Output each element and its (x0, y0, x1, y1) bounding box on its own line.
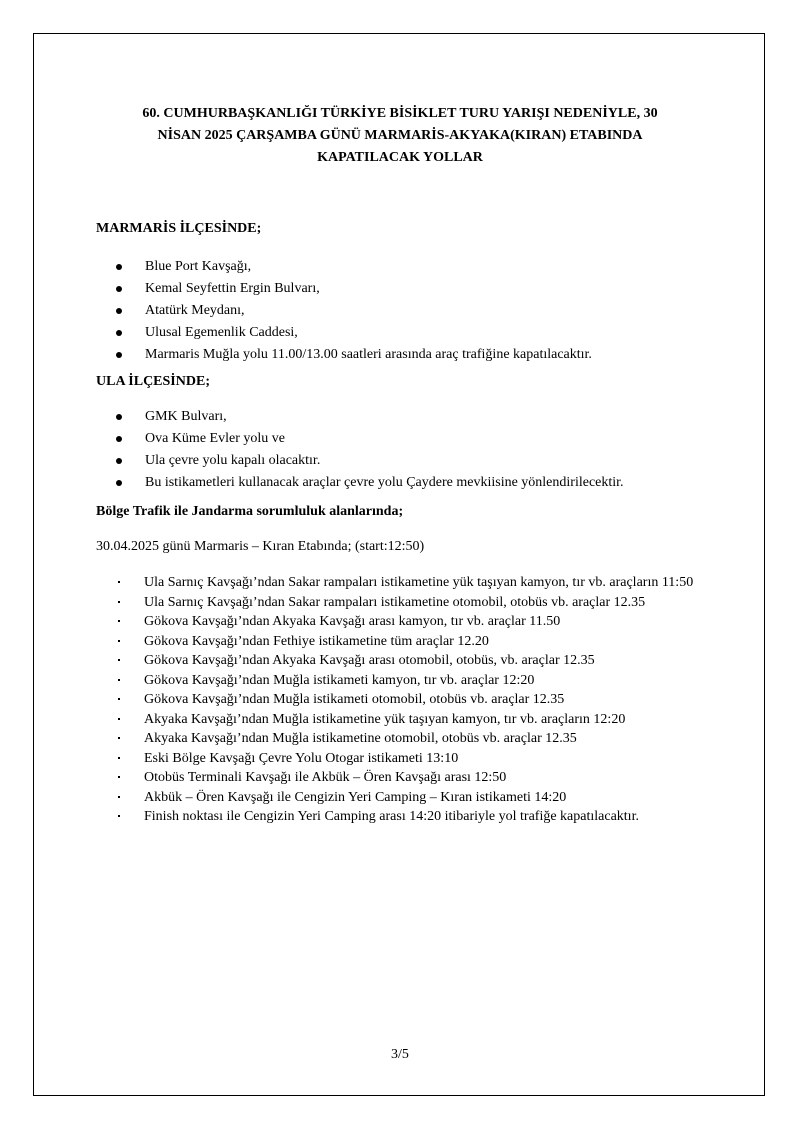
middle-dot-icon (118, 718, 120, 720)
list-item-text: Atatürk Meydanı, (145, 303, 245, 318)
bullet-icon (116, 264, 122, 270)
list-item (96, 807, 704, 827)
bullet-icon (116, 352, 122, 358)
middle-dot-icon (118, 815, 120, 817)
middle-dot-icon (118, 698, 120, 700)
closure-times-list (96, 573, 704, 827)
list-item-text: Ova Küme Evler yolu ve (145, 431, 285, 446)
list-item-text: GMK Bulvarı, (145, 409, 227, 424)
title-line-2: NİSAN 2025 ÇARŞAMBA GÜNÜ MARMARİS-AKYAKA(KIRAN) ETABINDA (157, 128, 643, 143)
middle-dot-icon (118, 796, 120, 798)
list-item-text: Eski Bölge Kavşağı Çevre Yolu Otogar istikameti 13:10 (144, 750, 459, 766)
list-item (96, 428, 624, 450)
list-item (96, 256, 592, 278)
list-item (96, 690, 704, 710)
marmaris-road-list (96, 256, 592, 366)
list-item (96, 300, 592, 322)
list-item-text: Akyaka Kavşağı’ndan Muğla istikametine yük taşıyan kamyon, tır vb. araçların 12:20 (144, 711, 626, 727)
list-item (96, 322, 592, 344)
middle-dot-icon (118, 620, 120, 622)
marmaris-heading: MARMARİS İLÇESİNDE; (96, 221, 262, 236)
middle-dot-icon (118, 640, 120, 642)
bullet-icon (116, 330, 122, 336)
list-item-text: Gökova Kavşağı’ndan Fethiye istikametine tüm araçlar 12.20 (144, 633, 489, 649)
list-item-text: Gökova Kavşağı’ndan Akyaka Kavşağı arası kamyon, tır vb. araçlar 11.50 (144, 614, 561, 629)
list-item-text: Akbük – Ören Kavşağı ile Cengizin Yeri Camping – Kıran istikameti 14:20 (144, 789, 567, 805)
bullet-icon (116, 308, 122, 314)
middle-dot-icon (118, 679, 120, 681)
list-item-text: Gökova Kavşağı’ndan Muğla istikameti kamyon, tır vb. araçlar 12:20 (144, 672, 535, 688)
list-item (96, 749, 704, 769)
list-item (96, 768, 704, 788)
list-item (96, 710, 704, 730)
list-item-text: Akyaka Kavşağı’ndan Muğla istikametine otomobil, otobüs vb. araçlar 12.35 (144, 731, 577, 746)
middle-dot-icon (118, 581, 120, 583)
bullet-icon (116, 458, 122, 464)
stage-date-line: 30.04.2025 günü Marmaris – Kıran Etabında; (start:12:50) (96, 539, 425, 554)
list-item-text: Ula Sarnıç Kavşağı’ndan Sakar rampaları istikametine yük taşıyan kamyon, tır vb. araçların 11:50 (144, 575, 694, 590)
list-item-text: Otobüs Terminali Kavşağı ile Akbük – Ören Kavşağı arası 12:50 (144, 770, 507, 785)
list-item (96, 573, 704, 593)
list-item (96, 651, 704, 671)
list-item-text: Ula çevre yolu kapalı olacaktır. (145, 453, 321, 468)
ula-road-list (96, 406, 624, 494)
list-item (96, 278, 592, 300)
list-item (96, 450, 624, 472)
list-item-text: Ula Sarnıç Kavşağı’ndan Sakar rampaları istikametine otomobil, otobüs vb. araçlar 12.35 (144, 594, 646, 610)
list-item-text: Kemal Seyfettin Ergin Bulvarı, (145, 281, 320, 296)
middle-dot-icon (118, 659, 120, 661)
list-item (96, 671, 704, 691)
page-border (33, 33, 765, 1096)
list-item-text: Blue Port Kavşağı, (145, 259, 252, 274)
middle-dot-icon (118, 776, 120, 778)
list-item-text: Gökova Kavşağı’ndan Muğla istikameti otomobil, otobüs vb. araçlar 12.35 (144, 692, 565, 707)
bullet-icon (116, 480, 122, 486)
list-item-text: Finish noktası ile Cengizin Yeri Camping arası 14:20 itibariyle yol trafiğe kapatılacaktır. (144, 809, 639, 824)
bullet-icon (116, 436, 122, 442)
list-item-text: Bu istikametleri kullanacak araçlar çevre yolu Çaydere mevkiisine yönlendirilecektir. (145, 475, 624, 490)
title-line-1: 60. CUMHURBAŞKANLIĞI TÜRKİYE BİSİKLET TURU YARIŞI NEDENİYLE, 30 (142, 106, 658, 121)
list-item (96, 632, 704, 652)
list-item (96, 788, 704, 808)
document-title (60, 103, 740, 169)
middle-dot-icon (118, 737, 120, 739)
bullet-icon (116, 286, 122, 292)
ula-heading: ULA İLÇESİNDE; (96, 374, 210, 389)
list-item-text: Gökova Kavşağı’ndan Akyaka Kavşağı arası otomobil, otobüs, vb. araçlar 12.35 (144, 653, 595, 668)
list-item (96, 729, 704, 749)
list-item (96, 612, 704, 632)
regional-heading: Bölge Trafik ile Jandarma sorumluluk alanlarında; (96, 504, 404, 519)
page-number: 3/5 (391, 1047, 409, 1062)
list-item (96, 472, 624, 494)
list-item (96, 406, 624, 428)
list-item (96, 344, 592, 366)
list-item-text: Marmaris Muğla yolu 11.00/13.00 saatleri arasında araç trafiğine kapatılacaktır. (145, 347, 592, 362)
list-item (96, 593, 704, 613)
list-item-text: Ulusal Egemenlik Caddesi, (145, 325, 298, 340)
middle-dot-icon (118, 757, 120, 759)
bullet-icon (116, 414, 122, 420)
title-line-3: KAPATILACAK YOLLAR (317, 150, 483, 165)
middle-dot-icon (118, 601, 120, 603)
